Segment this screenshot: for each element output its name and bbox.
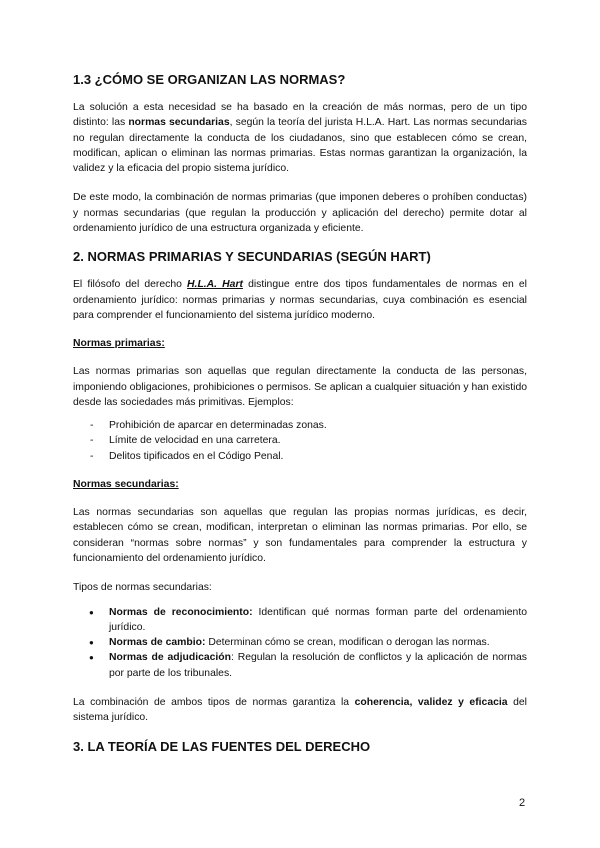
section-3-heading: 3. LA TEORÍA DE LAS FUENTES DEL DERECHO: [73, 738, 371, 754]
tipo-name: Normas de reconocimiento:: [109, 606, 253, 618]
secundarias-paragraph: Las normas secundarias son aquellas que regulan las propias normas jurídicas, es decir, establecen cómo se crean, modifican, interpretan o eliminan las normas primarias. Por ello, se consideran “normas sobre normas” y son fundamentales para comprender la estructura y funcionamiento del ordenamiento jurídico.: [73, 507, 527, 564]
primarias-paragraph: Las normas primarias son aquellas que regulan directamente la conducta de las personas, imponiendo obligaciones, prohibiciones o permisos. Se aplican a cualquier situación y han existido desde las sociedades más primitivas. Ejemplos:: [73, 366, 527, 408]
list-item: [73, 635, 527, 650]
text-run: La solución a esta necesidad se ha basado en la creación de más normas, pero de un tipo distinto: las: [73, 102, 527, 129]
list-item: [73, 650, 527, 681]
tipo-name: Normas de cambio:: [109, 637, 206, 649]
primarias-heading: Normas primarias:: [73, 338, 165, 350]
tipos-label: Tipos de normas secundarias:: [73, 582, 212, 594]
list-item: - Prohibición de aparcar en determinadas zonas.: [73, 418, 527, 433]
section-1-3-heading: 1.3 ¿CÓMO SE ORGANIZAN LAS NORMAS?: [73, 72, 346, 87]
tipos-list: [73, 605, 527, 681]
text-run: , según la teoría del jurista H.L.A. Hart. Las normas secundarias no regulan directamente la conducta de los ciudadanos, sino que establecen cómo se crean, modifican, aplican o eliminan las normas primarias. Estas normas garantizan la organización, la validez y la eficacia del propio sistema jurídico.: [73, 117, 527, 175]
section-2-heading: 2. NORMAS PRIMARIAS Y SECUNDARIAS (SEGÚN HART): [73, 249, 431, 265]
section-1-3-paragraph-2: De este modo, la combinación de normas primarias (que imponen deberes o prohíben conductas) y normas secundarias (que regulan la producción y aplicación del derecho) permite dotar al ordenamiento jurídico de una estructura organizada y eficiente.: [73, 192, 527, 235]
section-1-3-paragraph-1: [73, 100, 527, 176]
section-2-intro: [73, 277, 527, 323]
list-item: - Delitos tipificados en el Código Penal.: [73, 449, 527, 464]
tipo-desc: Determinan cómo se crean, modifican o derogan las normas.: [205, 637, 490, 649]
text-run: La combinación de ambos tipos de normas garantiza la: [73, 697, 355, 709]
text-run: distingue entre dos tipos fundamentales de normas en el ordenamiento jurídico: normas primarias y normas secundarias, cuya combinación es esencial para comprender el funcionamiento del sistema jurídico moderno.: [73, 279, 527, 321]
tipo-desc: : Regulan la resolución de conflictos y la aplicación de normas por parte de los tribunales.: [109, 652, 527, 679]
tipo-desc: Identifican qué normas forman parte del ordenamiento jurídico.: [109, 606, 527, 633]
page-number: 2: [519, 797, 526, 809]
bold-term: coherencia, validez y eficacia: [354, 697, 508, 709]
bold-term: normas secundarias: [128, 117, 230, 129]
text-run: El filósofo del derecho: [73, 279, 188, 291]
tipo-name: Normas de adjudicación: [109, 652, 232, 664]
page-content: [73, 71, 527, 756]
text-run: del sistema jurídico.: [73, 697, 527, 724]
author-name: H.L.A. Hart: [187, 279, 243, 291]
secundarias-heading: Normas secundarias:: [73, 479, 179, 491]
list-item: [73, 605, 527, 636]
closing-paragraph: [73, 695, 527, 726]
examples-list: [73, 418, 527, 464]
list-item: - Límite de velocidad en una carretera.: [73, 433, 527, 448]
